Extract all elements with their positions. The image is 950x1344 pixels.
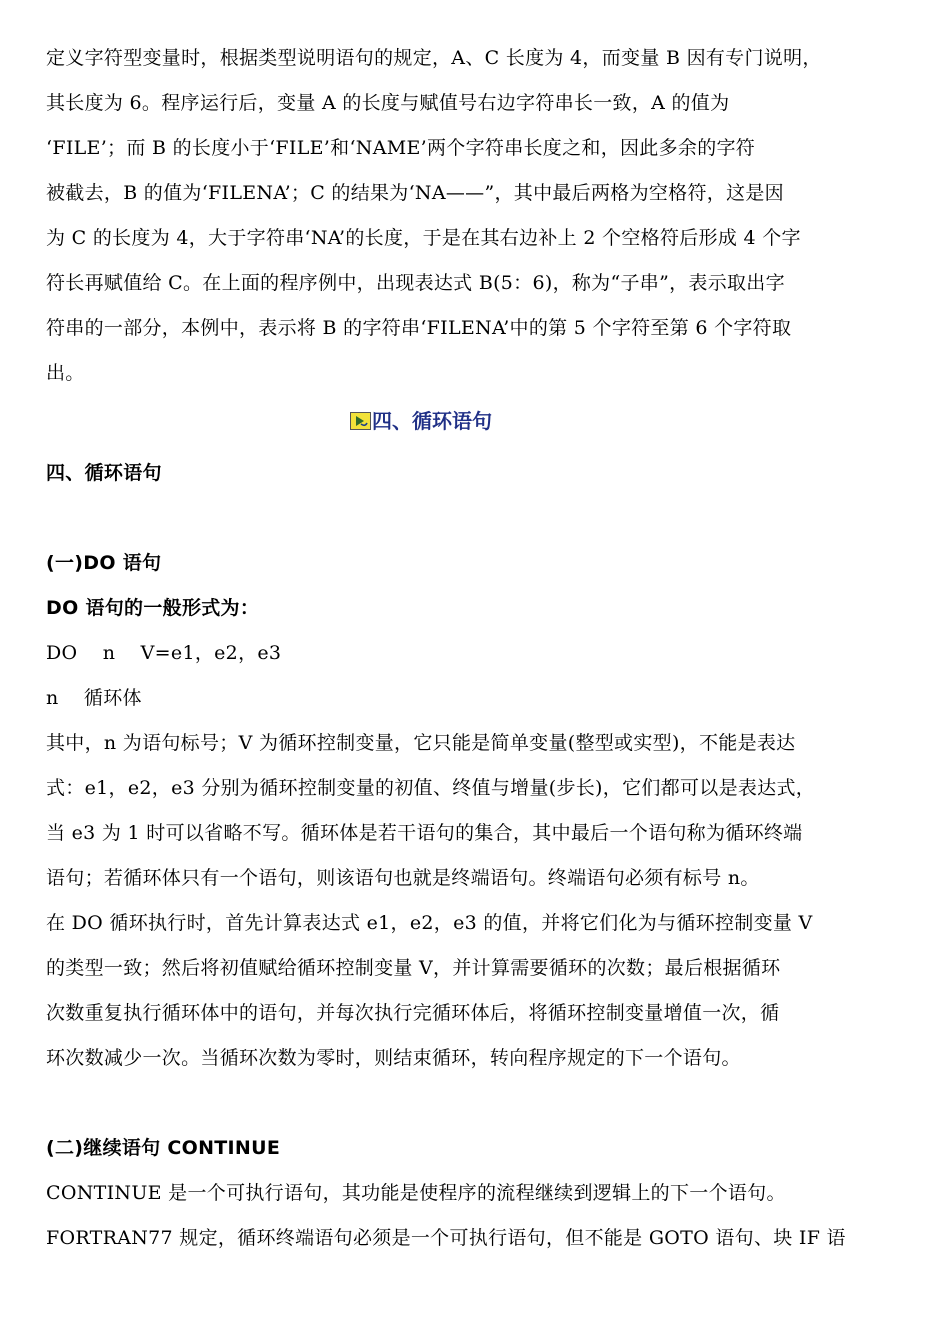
do-para1-line-3: 当 e3 为 1 时可以省略不写。循环体是若干语句的集合，其中最后一个语句称为循环终端 — [46, 822, 803, 844]
intro-line-7: 符串的一部分，本例中，表示将 B 的字符串‘FILENA’中的第 5 个字符至第 6 个字符取 — [46, 317, 792, 339]
intro-line-8: 出。 — [46, 362, 85, 384]
do-para1-line-4: 语句；若循环体只有一个语句，则该语句也就是终端语句。终端语句必须有标号 n。 — [46, 867, 760, 889]
continue-section-title: (二)继续语句 CONTINUE — [46, 1137, 281, 1159]
continue-line-1: CONTINUE 是一个可执行语句，其功能是使程序的流程继续到逻辑上的下一个语句。 — [46, 1182, 786, 1204]
intro-line-4: 被截去，B 的值为‘FILENA’；C 的结果为‘NA——”，其中最后两格为空格符，这是因 — [46, 182, 784, 204]
intro-line-3: ‘FILE’；而 B 的长度小于‘FILE’和‘NAME’两个字符串长度之和，因此多余的字符 — [46, 137, 756, 159]
section-title: 四、循环语句 — [46, 462, 162, 484]
do-section-subtitle: DO 语句的一般形式为： — [46, 597, 260, 619]
intro-line-5: 为 C 的长度为 4，大于字符串‘NA’的长度，于是在其右边补上 2 个空格符后形成 4 个字 — [46, 227, 801, 249]
do-para2-line-3: 次数重复执行循环体中的语句，并每次执行完循环体后，将循环控制变量增值一次，循 — [46, 1002, 780, 1024]
do-para2-line-1: 在 DO 循环执行时，首先计算表达式 e1，e2，e3 的值，并将它们化为与循环控制变量 V — [46, 912, 813, 934]
continue-line-2: FORTRAN77 规定，循环终端语句必须是一个可执行语句，但不能是 GOTO 语句、块 IF 语 — [46, 1227, 846, 1249]
do-para1-line-2: 式：e1，e2，e3 分别为循环控制变量的初值、终值与增量(步长)，它们都可以是表达式， — [46, 777, 816, 799]
do-para2-line-4: 环次数减少一次。当循环次数为零时，则结束循环，转向程序规定的下一个语句。 — [46, 1047, 741, 1069]
link-heading[interactable] — [350, 408, 492, 434]
do-section-title: (一)DO 语句 — [46, 552, 162, 574]
do-syntax-line-2: n 循环体 — [46, 687, 142, 709]
intro-line-1: 定义字符型变量时，根据类型说明语句的规定，A、C 长度为 4，而变量 B 因有专门说明， — [46, 47, 822, 69]
do-para2-line-2: 的类型一致；然后将初值赋给循环控制变量 V，并计算需要循环的次数；最后根据循环 — [46, 957, 781, 979]
link-heading-text[interactable]: 四、循环语句 — [372, 409, 492, 433]
link-arrow-icon — [350, 410, 371, 428]
do-syntax-line-1: DO n V=e1，e2，e3 — [46, 642, 282, 664]
do-para1-line-1: 其中，n 为语句标号；V 为循环控制变量，它只能是简单变量(整型或实型)，不能是表达 — [46, 732, 796, 754]
intro-line-2: 其长度为 6。程序运行后，变量 A 的长度与赋值号右边字符串长一致，A 的值为 — [46, 92, 730, 114]
intro-line-6: 符长再赋值给 C。在上面的程序例中，出现表达式 B(5：6)，称为“子串”，表示取出字 — [46, 272, 785, 294]
